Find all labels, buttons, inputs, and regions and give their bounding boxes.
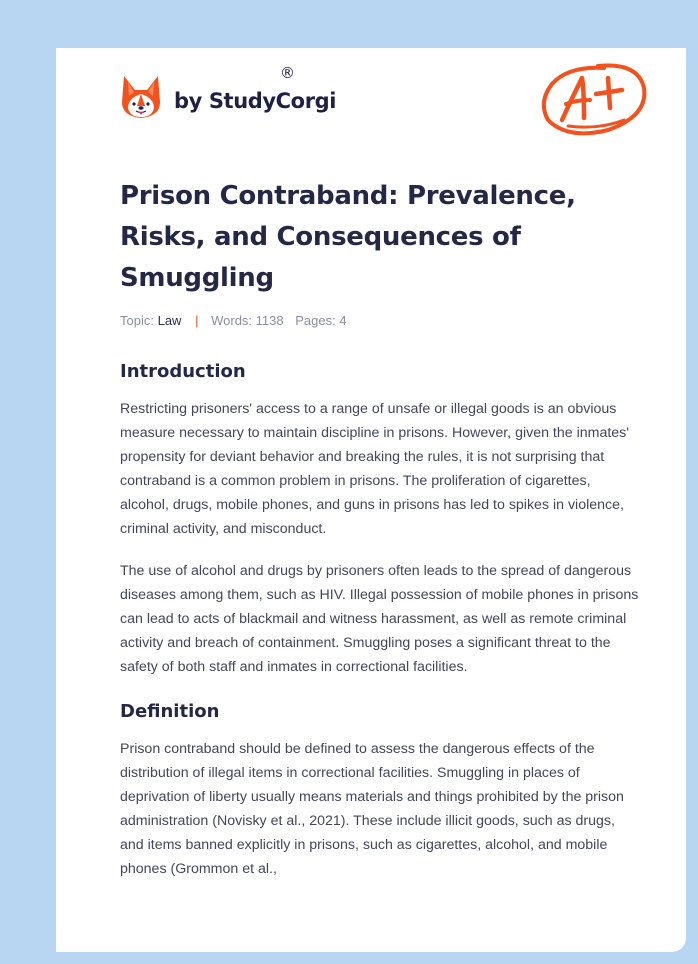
a-plus-grade-icon — [538, 58, 650, 140]
meta-separator: | — [195, 313, 199, 328]
paragraph: The use of alcohol and drugs by prisoners often leads to the spread of dangerous diseases among them, such as HIV. Illegal possession of mobile phones in prisons can lead to acts of blackmail and witness harassment, as well as remote criminal activity and breach of containment. Smuggling poses a significant threat to the safety of both staff and inmates in correctional facilities. — [120, 563, 639, 675]
corgi-logo-icon — [120, 74, 162, 120]
pages-label: Pages: — [295, 313, 336, 328]
document-card — [56, 48, 686, 952]
pages-count: 4 — [339, 313, 347, 328]
paragraph: Prison contraband should be defined to assess the dangerous effects of the distribution of illegal items in correctional facilities. Smuggling in places of deprivation of liberty usually means materials and things prohibited by the prison administration (Novisky et al., 2021). These include illicit goods, such as drugs, and items banned explicitly in prisons, such as cigarettes, alcohol, and mobile phones (Grommon et al., — [120, 741, 624, 877]
registered-trademark: ® — [280, 64, 295, 82]
article-title: Prison Contraband: Prevalence, Risks, and Consequences of Smuggling — [120, 181, 576, 293]
section-heading-introduction: Introduction — [120, 361, 246, 382]
studycorgi-logo[interactable] — [120, 74, 336, 120]
brand-name: by StudyCorgi — [174, 89, 337, 113]
words-label: Words: — [211, 313, 253, 328]
topic-link[interactable]: Law — [157, 313, 182, 328]
paragraph: Restricting prisoners' access to a range of unsafe or illegal goods is an obvious measure necessary to maintain discipline in prisons. However, given the inmates' propensity for deviant behavior and breaking the rules, it is not surprising that contraband is a common problem in prisons. The proliferation of cigarettes, alcohol, drugs, mobile phones, and guns in prisons has led to spikes in violence, criminal activity, and misconduct. — [120, 401, 629, 537]
document-header — [56, 48, 686, 158]
article-content — [120, 176, 640, 881]
words-count: 1138 — [255, 313, 284, 328]
section-heading-definition: Definition — [120, 701, 220, 722]
topic-label: Topic: — [120, 313, 154, 328]
article-meta — [120, 313, 640, 333]
